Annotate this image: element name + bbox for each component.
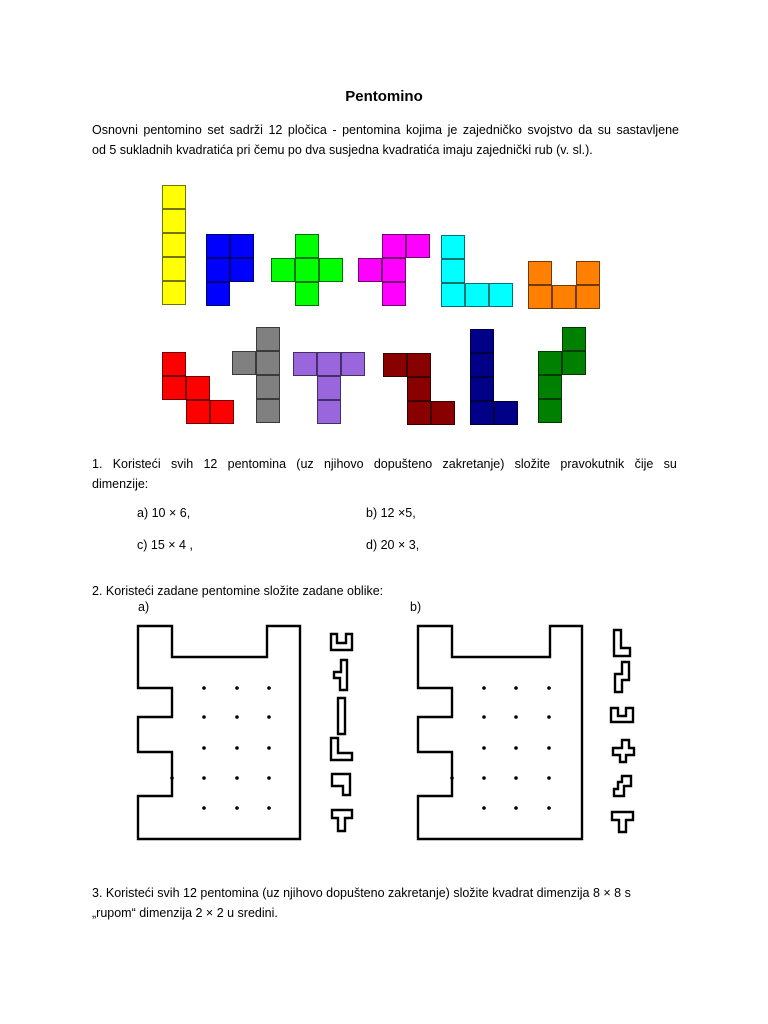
piece-outline-a-p (332, 774, 350, 795)
task-1-word: 1. (92, 457, 103, 471)
piece-outline-b-l (614, 630, 630, 656)
piece-outline-b-n (615, 662, 629, 692)
task-1-option-c: c) 15 × 4 , (137, 538, 193, 552)
task-1-word: složite (514, 457, 551, 471)
piece-outline-b-u (611, 708, 633, 722)
task-1-word: čije (634, 457, 654, 471)
task-2-text: 2. Koristeći zadane pentomine složite zadane oblike: (92, 584, 384, 598)
task-2-label-b: b) (410, 600, 422, 614)
piece-outline-b-w (614, 776, 631, 796)
task-1-word: dopušteno (373, 457, 433, 471)
task-1-option-a: a) 10 × 6, (137, 506, 191, 520)
piece-outline-a-t (332, 810, 352, 831)
task-1-word: pentomina (227, 457, 287, 471)
task-3-line-1: 3. Koristeći svih 12 pentomina (uz njihovo dopušteno zakretanje) složite kvadrat dimenzija 8 × 8 s (92, 886, 631, 900)
shape-b-outline (418, 626, 582, 839)
page-title: Pentomino (345, 88, 423, 105)
piece-outline-b-x (613, 740, 634, 762)
task-3-line-2: „rupom“ dimenzija 2 × 2 u sredini. (92, 906, 278, 920)
task-1-word: Koristeći (112, 457, 161, 471)
task-1-line-2: dimenzije: (92, 477, 149, 491)
task-1-word: njihovo (323, 457, 364, 471)
shape-a-outline (138, 626, 300, 839)
task-2-label-a: a) (138, 600, 150, 614)
piece-outline-a-f (334, 660, 347, 690)
task-1-word: 12 (203, 457, 218, 471)
task-1-option-b: b) 12 ×5, (366, 506, 416, 520)
piece-outline-a-l (331, 738, 352, 760)
task-1-word: svih (170, 457, 194, 471)
task-1-option-d: d) 20 × 3, (366, 538, 420, 552)
task-1-word: pravokutnik (560, 457, 625, 471)
task-1-word: zakretanje) (442, 457, 505, 471)
task-3-text (92, 883, 692, 923)
task-1-word: su (663, 457, 677, 471)
piece-outline-a-u (331, 634, 352, 650)
shape-a-outline (138, 626, 267, 656)
intro-line-1: Osnovni pentomino set sadrži 12 pločica - pentomina kojima je zajedničko svojstvo da su sastavljene (92, 123, 679, 137)
task-1-word: (uz (296, 457, 314, 471)
intro-line-2: od 5 sukladnih kvadratića pri čemu po dva susjedna kvadratića imaju zajednički rub (v. sl.). (92, 143, 593, 157)
piece-outline-a-i (338, 698, 345, 734)
piece-outline-b-t (612, 812, 633, 832)
